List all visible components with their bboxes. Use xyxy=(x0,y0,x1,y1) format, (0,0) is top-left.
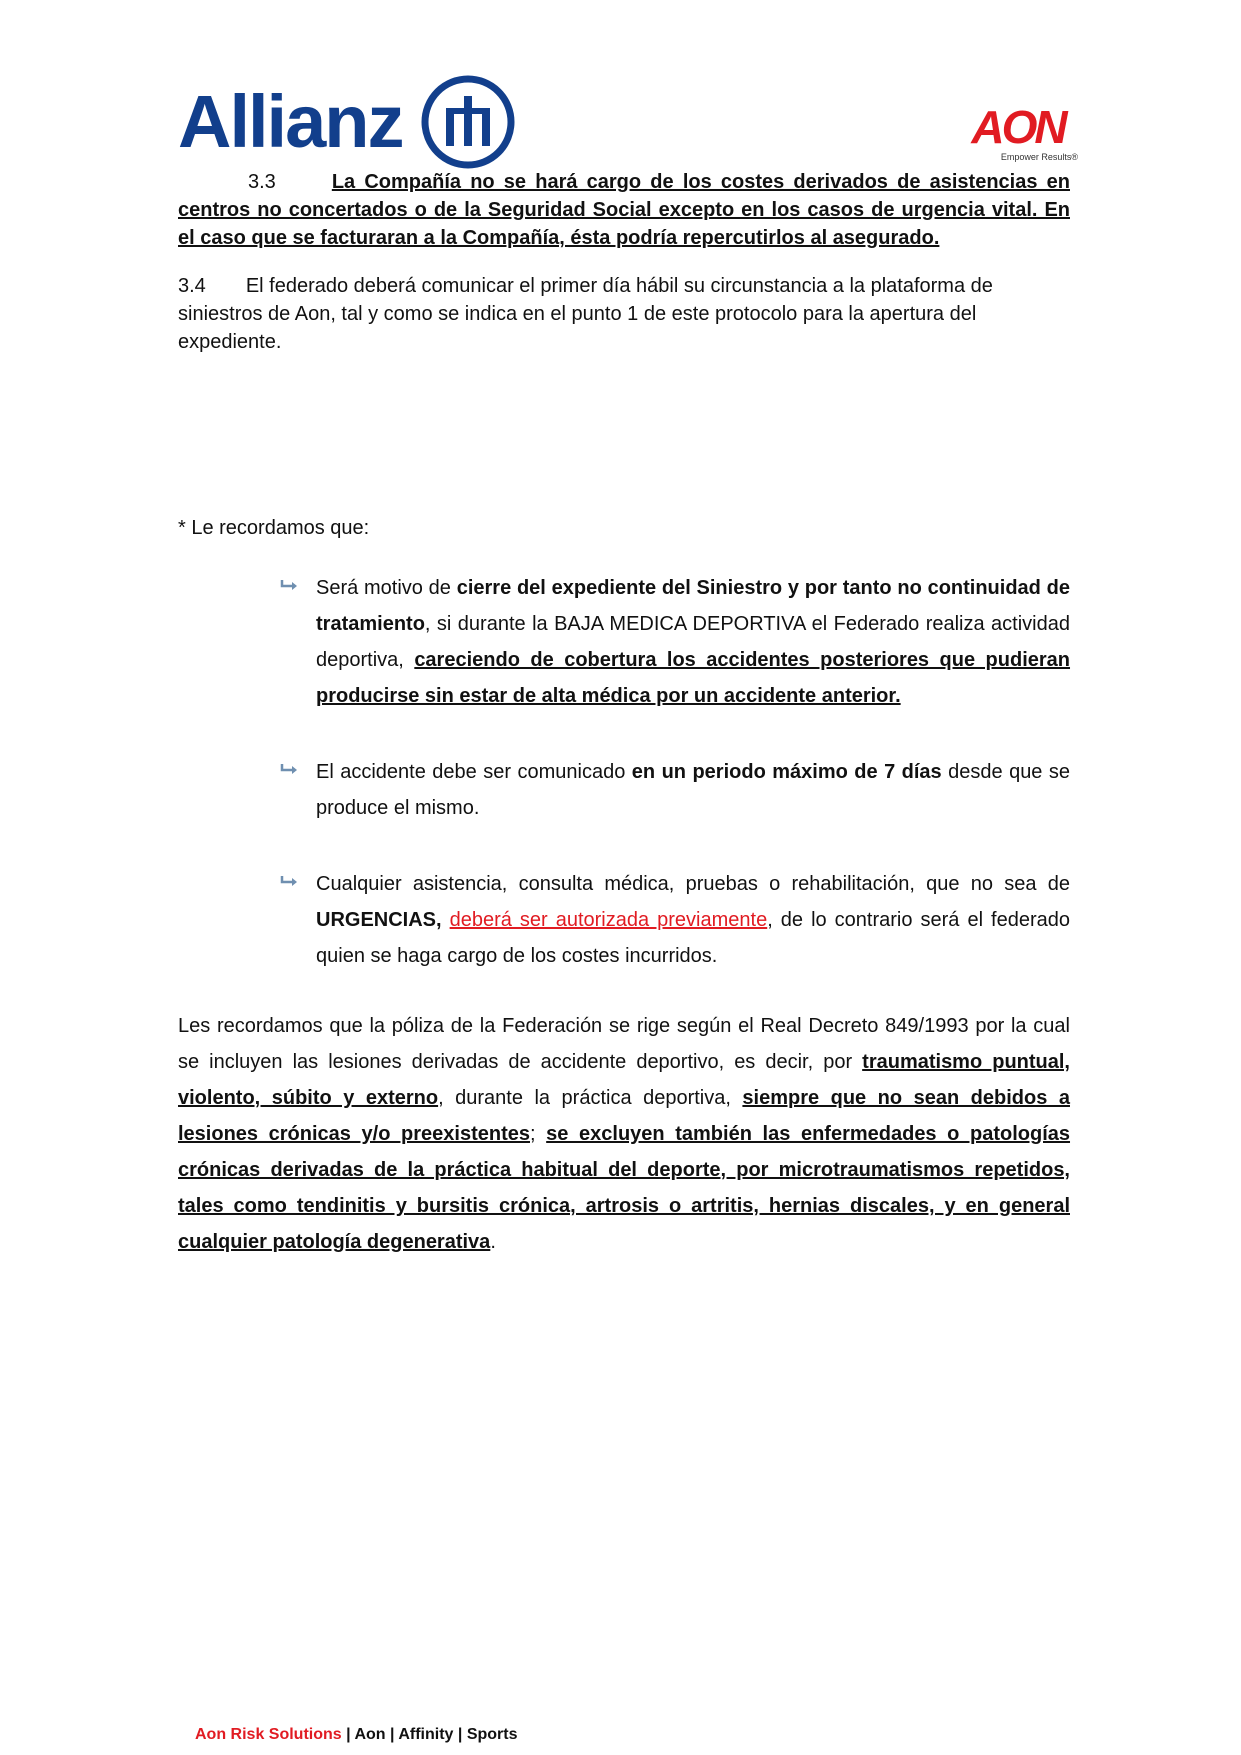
bullet-3-text-c xyxy=(442,909,450,931)
bullet-1-text-c: , si durante la BAJA MEDICA DEPORTIVA el Federado realiza actividad deportiva, xyxy=(316,613,1070,671)
list-item xyxy=(280,570,1070,714)
footer-item-aon: Aon xyxy=(354,1726,386,1743)
section-3-4-number: 3.4 xyxy=(178,275,206,297)
bullet-2-text-a: El accidente debe ser comunicado xyxy=(316,761,632,783)
footer-brand: Aon Risk Solutions xyxy=(195,1726,342,1743)
arrow-bullet-icon xyxy=(280,578,300,592)
reminder-intro xyxy=(178,514,1070,542)
footer-separator: | xyxy=(385,1726,399,1743)
aon-tagline: Empower Results® xyxy=(1000,152,1078,162)
bullet-3-text-d: deberá ser autorizada previamente xyxy=(449,909,768,931)
allianz-logo-text: Allianz xyxy=(178,80,403,163)
bullet-2-text-c: desde que se produce el mismo. xyxy=(316,761,1071,819)
closing-text-d: siempre que no sean debidos a lesiones crónicas y/o preexistentes xyxy=(178,1087,1070,1145)
bullet-1-text-d: careciendo de cobertura los accidentes posteriores que pudieran producirse sin estar de alta médica por un accidente anterior. xyxy=(316,649,1071,707)
bullet-1-text-a: Será motivo de xyxy=(316,577,457,599)
section-3-3-number: 3.3 xyxy=(248,171,276,193)
closing-text-b: traumatismo puntual, violento, súbito y externo xyxy=(178,1051,1070,1109)
reminder-intro-text: * Le recordamos que: xyxy=(178,517,370,539)
list-item-text xyxy=(316,866,1070,974)
arrow-bullet-icon xyxy=(280,874,300,888)
allianz-eagle-icon xyxy=(420,74,516,170)
bullet-2-text-b: en un periodo máximo de 7 días xyxy=(631,761,942,783)
footer-separator: | xyxy=(341,1726,355,1743)
closing-text-a: Les recordamos que la póliza de la Federación se rige según el Real Decreto 849/1993 por la cual se incluyen las lesiones derivadas de accidente deportivo, es decir, por xyxy=(178,1015,1070,1073)
closing-text-g: . xyxy=(490,1231,496,1253)
footer-item-sports: Sports xyxy=(466,1726,518,1743)
section-3-3-text: La Compañía no se hará cargo de los costes derivados de asistencias en centros no concertados o de la Seguridad Social excepto en los casos de urgencia vital. En el caso que se facturaran a la Compañía, ésta podría repercutirlos al asegurado. xyxy=(178,171,1070,249)
list-item xyxy=(280,866,1070,974)
arrow-bullet-icon xyxy=(280,762,300,776)
aon-logo-text: AON xyxy=(971,101,1065,153)
aon-logo xyxy=(958,101,1078,162)
list-item-text xyxy=(316,570,1070,714)
page-footer xyxy=(195,1726,518,1744)
section-3-3 xyxy=(178,168,1070,252)
bullet-3-text-e: , de lo contrario será el federado quien se haga cargo de los costes incurridos. xyxy=(316,909,1070,967)
bullet-3-text-a: Cualquier asistencia, consulta médica, pruebas o rehabilitación, que no sea de xyxy=(316,873,1070,895)
section-3-4-paragraph xyxy=(178,272,1070,356)
section-3-4 xyxy=(178,272,1070,356)
closing-paragraph xyxy=(178,1008,1070,1260)
section-3-4-text: El federado deberá comunicar el primer día hábil su circunstancia a la plataforma de siniestros de Aon, tal y como se indica en el punto 1 de este protocolo para la apertura del expediente. xyxy=(178,275,993,353)
closing-text-e: ; xyxy=(530,1123,547,1145)
bullet-3-text-b: URGENCIAS, xyxy=(316,909,442,931)
footer-separator: | xyxy=(453,1726,467,1743)
bullet-1-text-b: cierre del expediente del Siniestro y por tanto no continuidad de tratamiento xyxy=(316,577,1070,635)
section-3-3-paragraph xyxy=(178,168,1070,252)
allianz-logo xyxy=(178,72,516,172)
closing-text-f: se excluyen también las enfermedades o patologías crónicas derivadas de la práctica habitual del deporte, por microtraumatismos repetidos, tales como tendinitis y bursitis crónica, artrosis o artritis, hernias discales, y en general cualquier patología degenerativa xyxy=(178,1123,1071,1253)
closing-text-c: , durante la práctica deportiva, xyxy=(438,1087,743,1109)
list-item xyxy=(280,754,1070,826)
footer-item-affinity: Affinity xyxy=(398,1726,454,1743)
list-item-text xyxy=(316,754,1070,826)
